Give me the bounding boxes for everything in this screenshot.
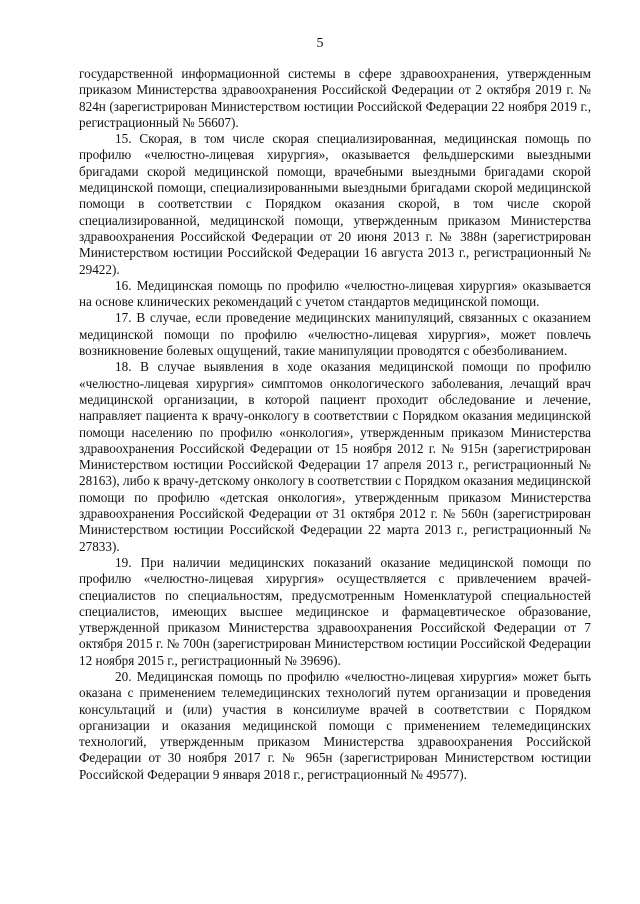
paragraph-continuation: государственной информационной системы в сфере здравоохранения, утвержденным приказом Министерства здравоохранения Российской Федерации от 2 октября 2019 г. № 824н (зарегистрирован Министерством юстиции Российской Федерации 22 ноября 2019 г., регистрационный № 56607).: [79, 66, 591, 130]
paragraph-17: 17. В случае, если проведение медицинских манипуляций, связанных с оказанием медицинской помощи по профилю «челюстно-лицевая хирургия», может повлечь возникновение болевых ощущений, такие манипуляции проводятся с обезболиванием.: [79, 310, 591, 359]
paragraph-15: 15. Скорая, в том числе скорая специализированная, медицинская помощь по профилю «челюстно-лицевая хирургия», оказывается фельдшерскими выездными бригадами скорой медицинской помощи, врачебными выездными бригадами скорой медицинской помощи, специализированными выездными бригадами скорой медицинской помощи в соответствии с Порядком оказания скорой, в том числе скорой специализированной, медицинской помощи, утвержденным приказом Министерства здравоохранения Российской Федерации от 20 июня 2013 г. № 388н (зарегистрирован Министерством юстиции Российской Федерации 16 августа 2013 г., регистрационный № 29422).: [79, 131, 591, 277]
paragraph-18: 18. В случае выявления в ходе оказания медицинской помощи по профилю «челюстно-лицевая хирургия» симптомов онкологического заболевания, лечащий врач медицинской организации, в которой пациент проходит обследование и лечение, направляет пациента к врачу-онкологу в соответствии с Порядком оказания медицинской помощи населению по профилю «онкология», утвержденным приказом Министерства здравоохранения Российской Федерации от 15 ноября 2012 г. № 915н (зарегистрирован Министерством юстиции Российской Федерации 17 апреля 2013 г., регистрационный № 28163), либо к врачу-детскому онкологу в соответствии с Порядком оказания медицинской помощи по профилю «детская онкология», утвержденным приказом Министерства здравоохранения Российской Федерации от 31 октября 2012 г. № 560н (зарегистрирован Министерством юстиции Российской Федерации 22 марта 2013 г., регистрационный № 27833).: [79, 359, 591, 554]
paragraph-20: 20. Медицинская помощь по профилю «челюстно-лицевая хирургия» может быть оказана с применением телемедицинских технологий путем организации и проведения консультаций и (или) участия в консилиуме врачей в соответствии с Порядком организации и оказания медицинской помощи с применением телемедицинских технологий, утвержденным приказом Министерства здравоохранения Российской Федерации от 30 ноября 2017 г. № 965н (зарегистрирован Министерством юстиции Российской Федерации 9 января 2018 г., регистрационный № 49577).: [79, 668, 591, 782]
page-number: 5: [316, 36, 324, 51]
paragraph-16: 16. Медицинская помощь по профилю «челюстно-лицевая хирургия» оказывается на основе клинических рекомендаций с учетом стандартов медицинской помощи.: [79, 277, 591, 310]
document-body: [79, 66, 591, 783]
paragraph-19: 19. При наличии медицинских показаний оказание медицинской помощи по профилю «челюстно-лицевая хирургия» осуществляется с привлечением врачей-специалистов по специальностям, предусмотренным Номенклатурой специальностей специалистов, имеющих высшее медицинское и фармацевтическое образование, утвержденной приказом Министерства здравоохранения Российской Федерации от 7 октября 2015 г. № 700н (зарегистрирован Министерством юстиции Российской Федерации 12 ноября 2015 г., регистрационный № 39696).: [79, 554, 591, 668]
